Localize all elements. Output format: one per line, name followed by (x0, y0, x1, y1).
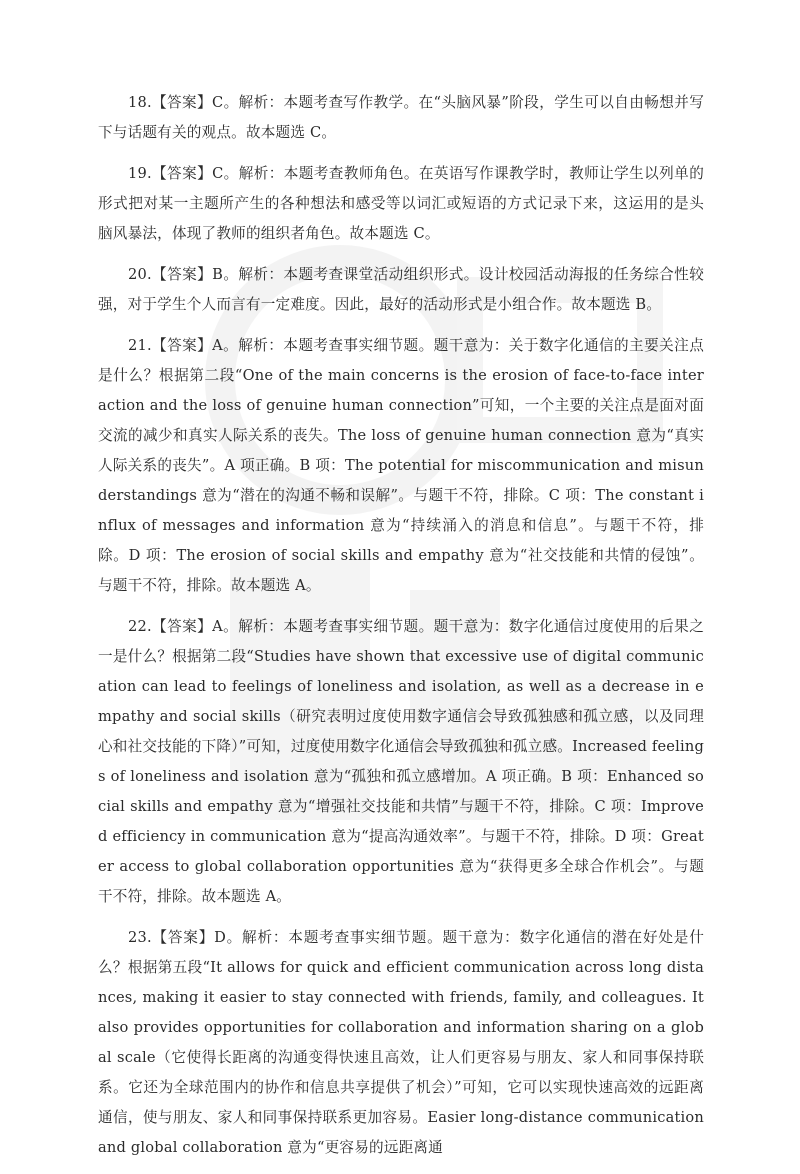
explanation-22: 22.【答案】A。解析：本题考查事实细节题。题干意为：数字化通信过度使用的后果之一是什么？根据第二段“Studies have shown that excessive use of digital communication can lead to feelings of loneliness and isolation, as well as a decrease in empathy and social skills（研究表明过度使用数字通信会导致孤独感和孤立感，以及同理心和社交技能的下降）”可知，过度使用数字化通信会导致孤独和孤立感。Increased feelings of loneliness and isolation 意为“孤独和孤立感增加。A 项正确。B 项：Enhanced social skills and empathy 意为“增强社交技能和共情”与题干不符，排除。C 项：Improved efficiency in communication 意为“提高沟通效率”。与题干不符，排除。D 项：Greater access to global collaboration opportunities 意为“获得更多全球合作机会”。与题干不符，排除。故本题选 A。 (98, 618, 704, 905)
explanation-20: 20.【答案】B。解析：本题考查课堂活动组织形式。设计校园活动海报的任务综合性较强，对于学生个人而言有一定难度。因此，最好的活动形式是小组合作。故本题选 B。 (98, 266, 704, 313)
explanation-18: 18.【答案】C。解析：本题考查写作教学。在“头脑风暴”阶段，学生可以自由畅想并写下与话题有关的观点。故本题选 C。 (98, 94, 704, 141)
explanation-19: 19.【答案】C。解析：本题考查教师角色。在英语写作课教学时，教师让学生以列单的形式把对某一主题所产生的各种想法和感受等以词汇或短语的方式记录下来，这运用的是头脑风暴法，体现了教师的组织者角色。故本题选 C。 (98, 165, 704, 242)
answer-explanations (98, 88, 704, 1174)
explanation-21: 21.【答案】A。解析：本题考查事实细节题。题干意为：关于数字化通信的主要关注点是什么？根据第二段“One of the main concerns is the erosion of face-to-face interaction and the loss of genuine human connection”可知，一个主要的关注点是面对面交流的减少和真实人际关系的丧失。The loss of genuine human connection 意为“真实人际关系的丧失”。A 项正确。B 项：The potential for miscommunication and misunderstandings 意为“潜在的沟通不畅和误解”。与题干不符，排除。C 项：The constant influx of messages and information 意为“持续涌入的消息和信息”。与题干不符，排除。D 项：The erosion of social skills and empathy 意为“社交技能和共情的侵蚀”。与题干不符，排除。故本题选 A。 (98, 337, 704, 594)
explanation-23: 23.【答案】D。解析：本题考查事实细节题。题干意为：数字化通信的潜在好处是什么？根据第五段“It allows for quick and efficient communication across long distances, making it easier to stay connected with friends, family, and colleagues. It also provides opportunities for collaboration and information sharing on a global scale（它使得长距离的沟通变得快速且高效，让人们更容易与朋友、家人和同事保持联系。它还为全球范围内的协作和信息共享提供了机会）”可知，它可以实现快速高效的远距离通信，使与朋友、家人和同事保持联系更加容易。Easier long-distance communication and global collaboration 意为“更容易的远距离通 (98, 929, 704, 1156)
